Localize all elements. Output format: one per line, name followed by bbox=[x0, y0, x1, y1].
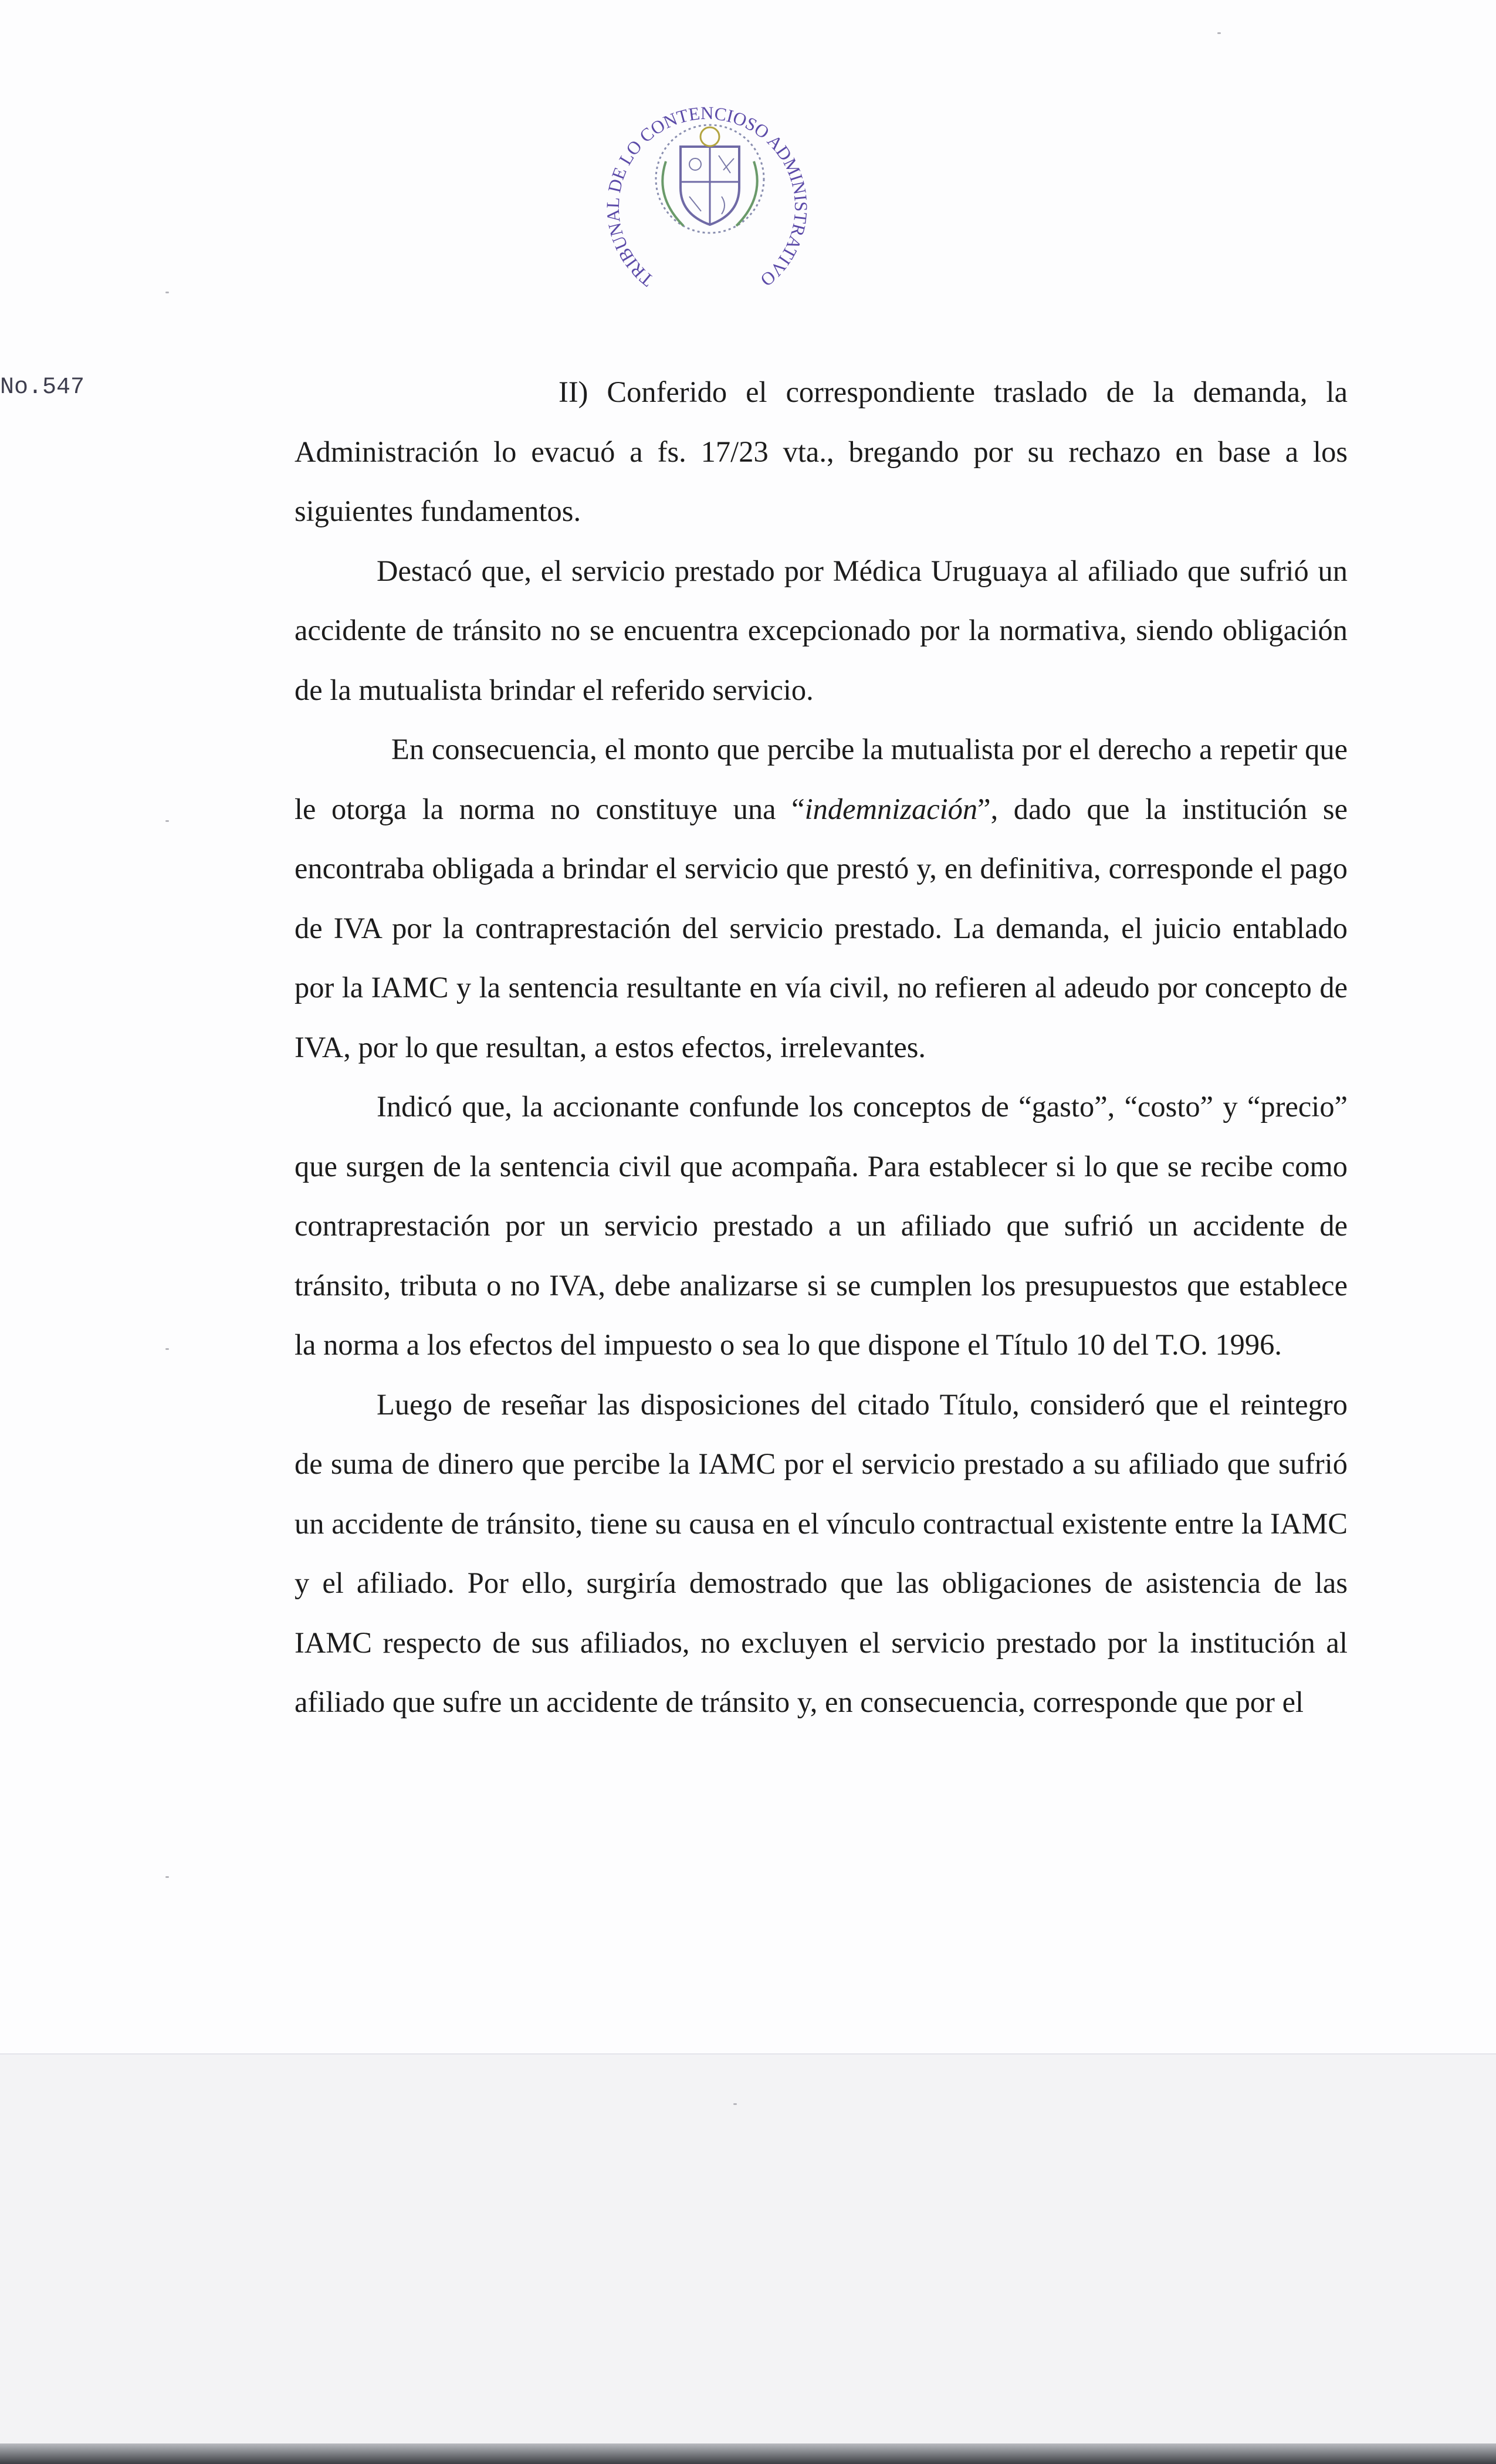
paragraph-1: II) Conferido el correspondiente traslado de la demanda, la Administración lo evacuó a fs. 17/23 vta., bregando por su rechazo en base a los siguientes fundamentos. bbox=[295, 375, 1348, 527]
paragraph-3-text-end: ”, dado que la institución se encontraba obligada a brindar el servicio que prestó y, en definitiva, corresponde el pago de IVA por la contraprestación del servicio prestado. La demanda, el juicio entablado por la IAMC y la sentencia resultante en vía civil, no refieren al adeudo por concepto de IVA, por lo que resultan, a estos efectos, irrelevantes. bbox=[295, 792, 1348, 1064]
scan-speck bbox=[165, 292, 169, 293]
scan-speck bbox=[733, 2103, 737, 2105]
scan-speck bbox=[165, 820, 169, 822]
paragraph-3 bbox=[295, 720, 1348, 1077]
scan-speck bbox=[165, 1876, 169, 1878]
lower-page-area bbox=[0, 2053, 1496, 2445]
paragraph-4: Indicó que, la accionante confunde los conceptos de “gasto”, “costo” y “precio” que surgen de la sentencia civil que acompaña. Para establecer si lo que se recibe como contraprestación por un servicio prestado a un afiliado que sufrió un accidente de tránsito, tributa o no IVA, debe analizarse si se cumplen los presupuestos que establece la norma a los efectos del impuesto o sea lo que dispone el Título 10 del T.O. 1996. bbox=[295, 1090, 1348, 1361]
paragraph-5: Luego de reseñar las disposiciones del citado Título, consideró que el reintegro de suma de dinero que percibe la IAMC por el servicio prestado a su afiliado que sufrió un accidente de tránsito, tiene su causa en el vínculo contractual existente entre la IAMC y el afiliado. Por ello, surgiría demostrado que las obligaciones de asistencia de las IAMC respecto de sus afiliados, no excluyen el servicio prestado por la institución al afiliado que sufre un accidente de tránsito y, en consecuencia, corresponde que por el bbox=[295, 1387, 1348, 1718]
seal-text: TRIBUNAL DE LO CONTENCIOSO ADMINISTRATIVO bbox=[602, 102, 812, 291]
scan-speck bbox=[165, 1348, 169, 1350]
emphasis-indemnizacion: indemnización bbox=[804, 792, 978, 825]
case-number: No.547 bbox=[0, 374, 85, 401]
scan-bottom-edge bbox=[0, 2443, 1496, 2464]
coat-of-arms-icon bbox=[656, 125, 764, 233]
paragraph-3-text-start: En consecuencia, el monto que percibe la mutualista por el derecho a repetir que le otorga la norma no constituye una “ bbox=[295, 733, 1348, 825]
court-seal bbox=[584, 56, 836, 308]
paragraph-2: Destacó que, el servicio prestado por Médica Uruguaya al afiliado que sufrió un accidente de tránsito no se encuentra excepcionado por la normativa, siendo obligación de la mutualista brindar el referido servicio. bbox=[295, 554, 1348, 706]
document-body bbox=[295, 363, 1348, 1732]
scan-speck bbox=[1217, 32, 1221, 34]
